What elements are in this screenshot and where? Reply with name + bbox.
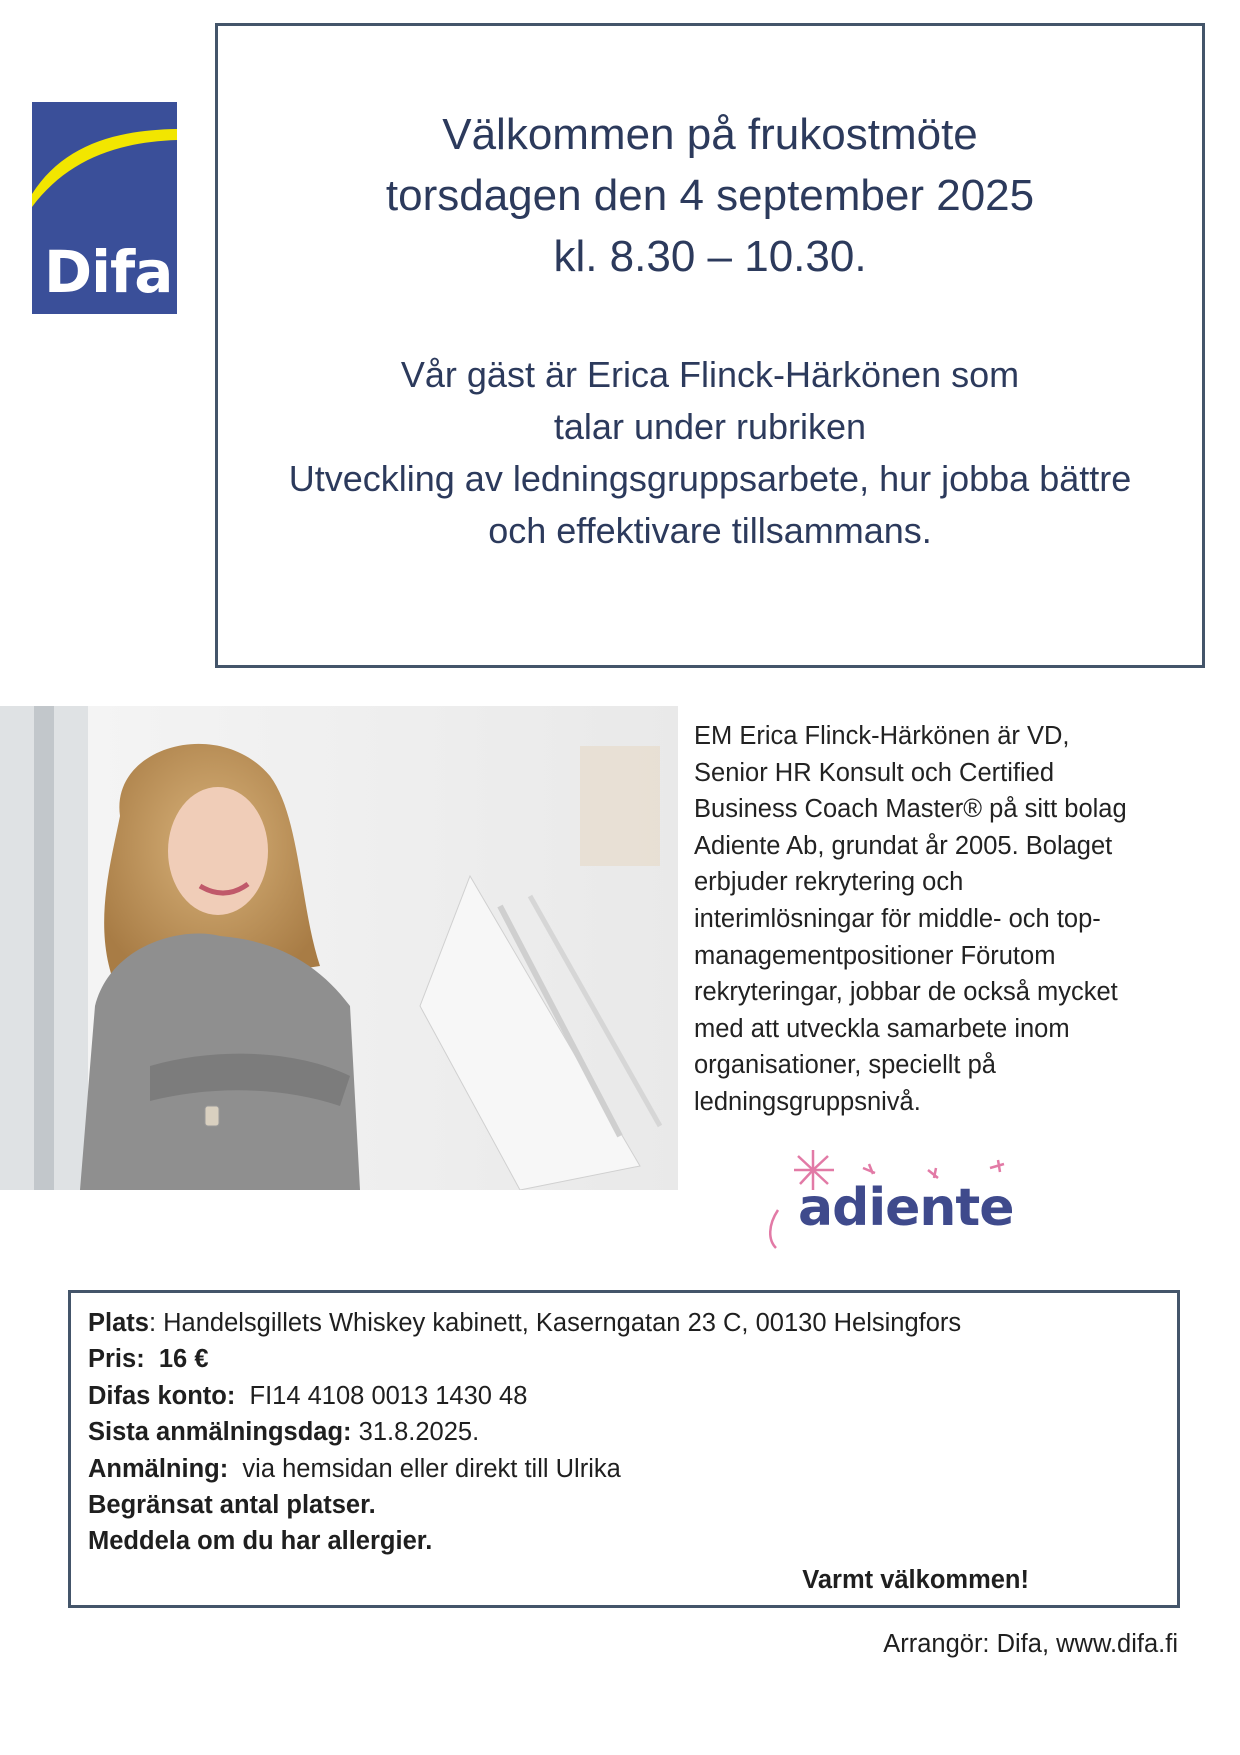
speaker-photo	[0, 706, 678, 1190]
place-label: Plats	[88, 1309, 149, 1337]
event-details-box	[68, 1290, 1180, 1608]
bio-line: Business Coach Master® på sitt bolag	[694, 795, 1127, 824]
place-row	[88, 1305, 1177, 1341]
bio-line: organisationer, speciellt på	[694, 1051, 996, 1080]
signup-label: Anmälning:	[88, 1454, 229, 1483]
price-row	[88, 1341, 1177, 1377]
difa-logo-text: Difa	[44, 238, 173, 306]
deadline-row	[88, 1414, 1177, 1450]
place-value: : Handelsgillets Whiskey kabinett, Kaserngatan 23 C, 00130 Helsingfors	[148, 1309, 962, 1337]
guest-intro	[218, 349, 1202, 557]
adiente-logo-text: adiente	[798, 1178, 1014, 1238]
adiente-logo	[758, 1140, 1048, 1250]
closing-greeting: Varmt välkommen!	[802, 1565, 1029, 1594]
bio-line: rekryteringar, jobbar de också mycket	[694, 978, 1118, 1007]
bio-line: interimlösningar för middle- och top-	[694, 904, 1101, 933]
guest-line-4: och effektivare tillsammans.	[488, 510, 932, 551]
price-label: Pris:	[88, 1345, 145, 1374]
difa-logo	[32, 102, 177, 314]
bio-line: Adiente Ab, grundat år 2005. Bolaget	[694, 831, 1113, 860]
account-row	[88, 1378, 1177, 1414]
allergies-note: Meddela om du har allergier.	[88, 1527, 433, 1556]
bio-line: managementpositioner Förutom	[694, 941, 1056, 970]
bio-line: EM Erica Flinck-Härkönen är VD,	[694, 722, 1070, 750]
price-value: 16 €	[158, 1345, 209, 1374]
bio-line: ledningsgruppsnivå.	[694, 1087, 921, 1116]
deadline-value: 31.8.2025.	[358, 1418, 480, 1447]
deadline-label: Sista anmälningsdag:	[88, 1418, 352, 1447]
bio-line: med att utveckla samarbete inom	[694, 1014, 1070, 1043]
heading-line-2: torsdagen den 4 september 2025	[385, 171, 1035, 220]
signup-row	[88, 1451, 1177, 1487]
bio-line: Senior HR Konsult och Certified	[694, 758, 1055, 787]
invitation-heading	[218, 104, 1202, 287]
heading-line-1: Välkommen på frukostmöte	[442, 110, 978, 159]
invitation-box	[215, 23, 1205, 668]
guest-line-1: Vår gäst är Erica Flinck-Härkönen som	[400, 354, 1020, 395]
limited-seats: Begränsat antal platser.	[88, 1491, 376, 1520]
heading-line-3: kl. 8.30 – 10.30.	[553, 232, 867, 281]
bio-line: erbjuder rekrytering och	[694, 868, 964, 897]
guest-line-3: Utveckling av ledningsgruppsarbete, hur jobba bättre	[288, 458, 1132, 499]
organizer-footer: Arrangör: Difa, www.difa.fi	[883, 1630, 1178, 1658]
speaker-bio	[694, 718, 1164, 1121]
account-label: Difas konto:	[88, 1381, 236, 1410]
account-value: FI14 4108 0013 1430 48	[249, 1381, 528, 1410]
guest-line-2: talar under rubriken	[553, 406, 867, 447]
signup-value: via hemsidan eller direkt till Ulrika	[242, 1454, 621, 1483]
